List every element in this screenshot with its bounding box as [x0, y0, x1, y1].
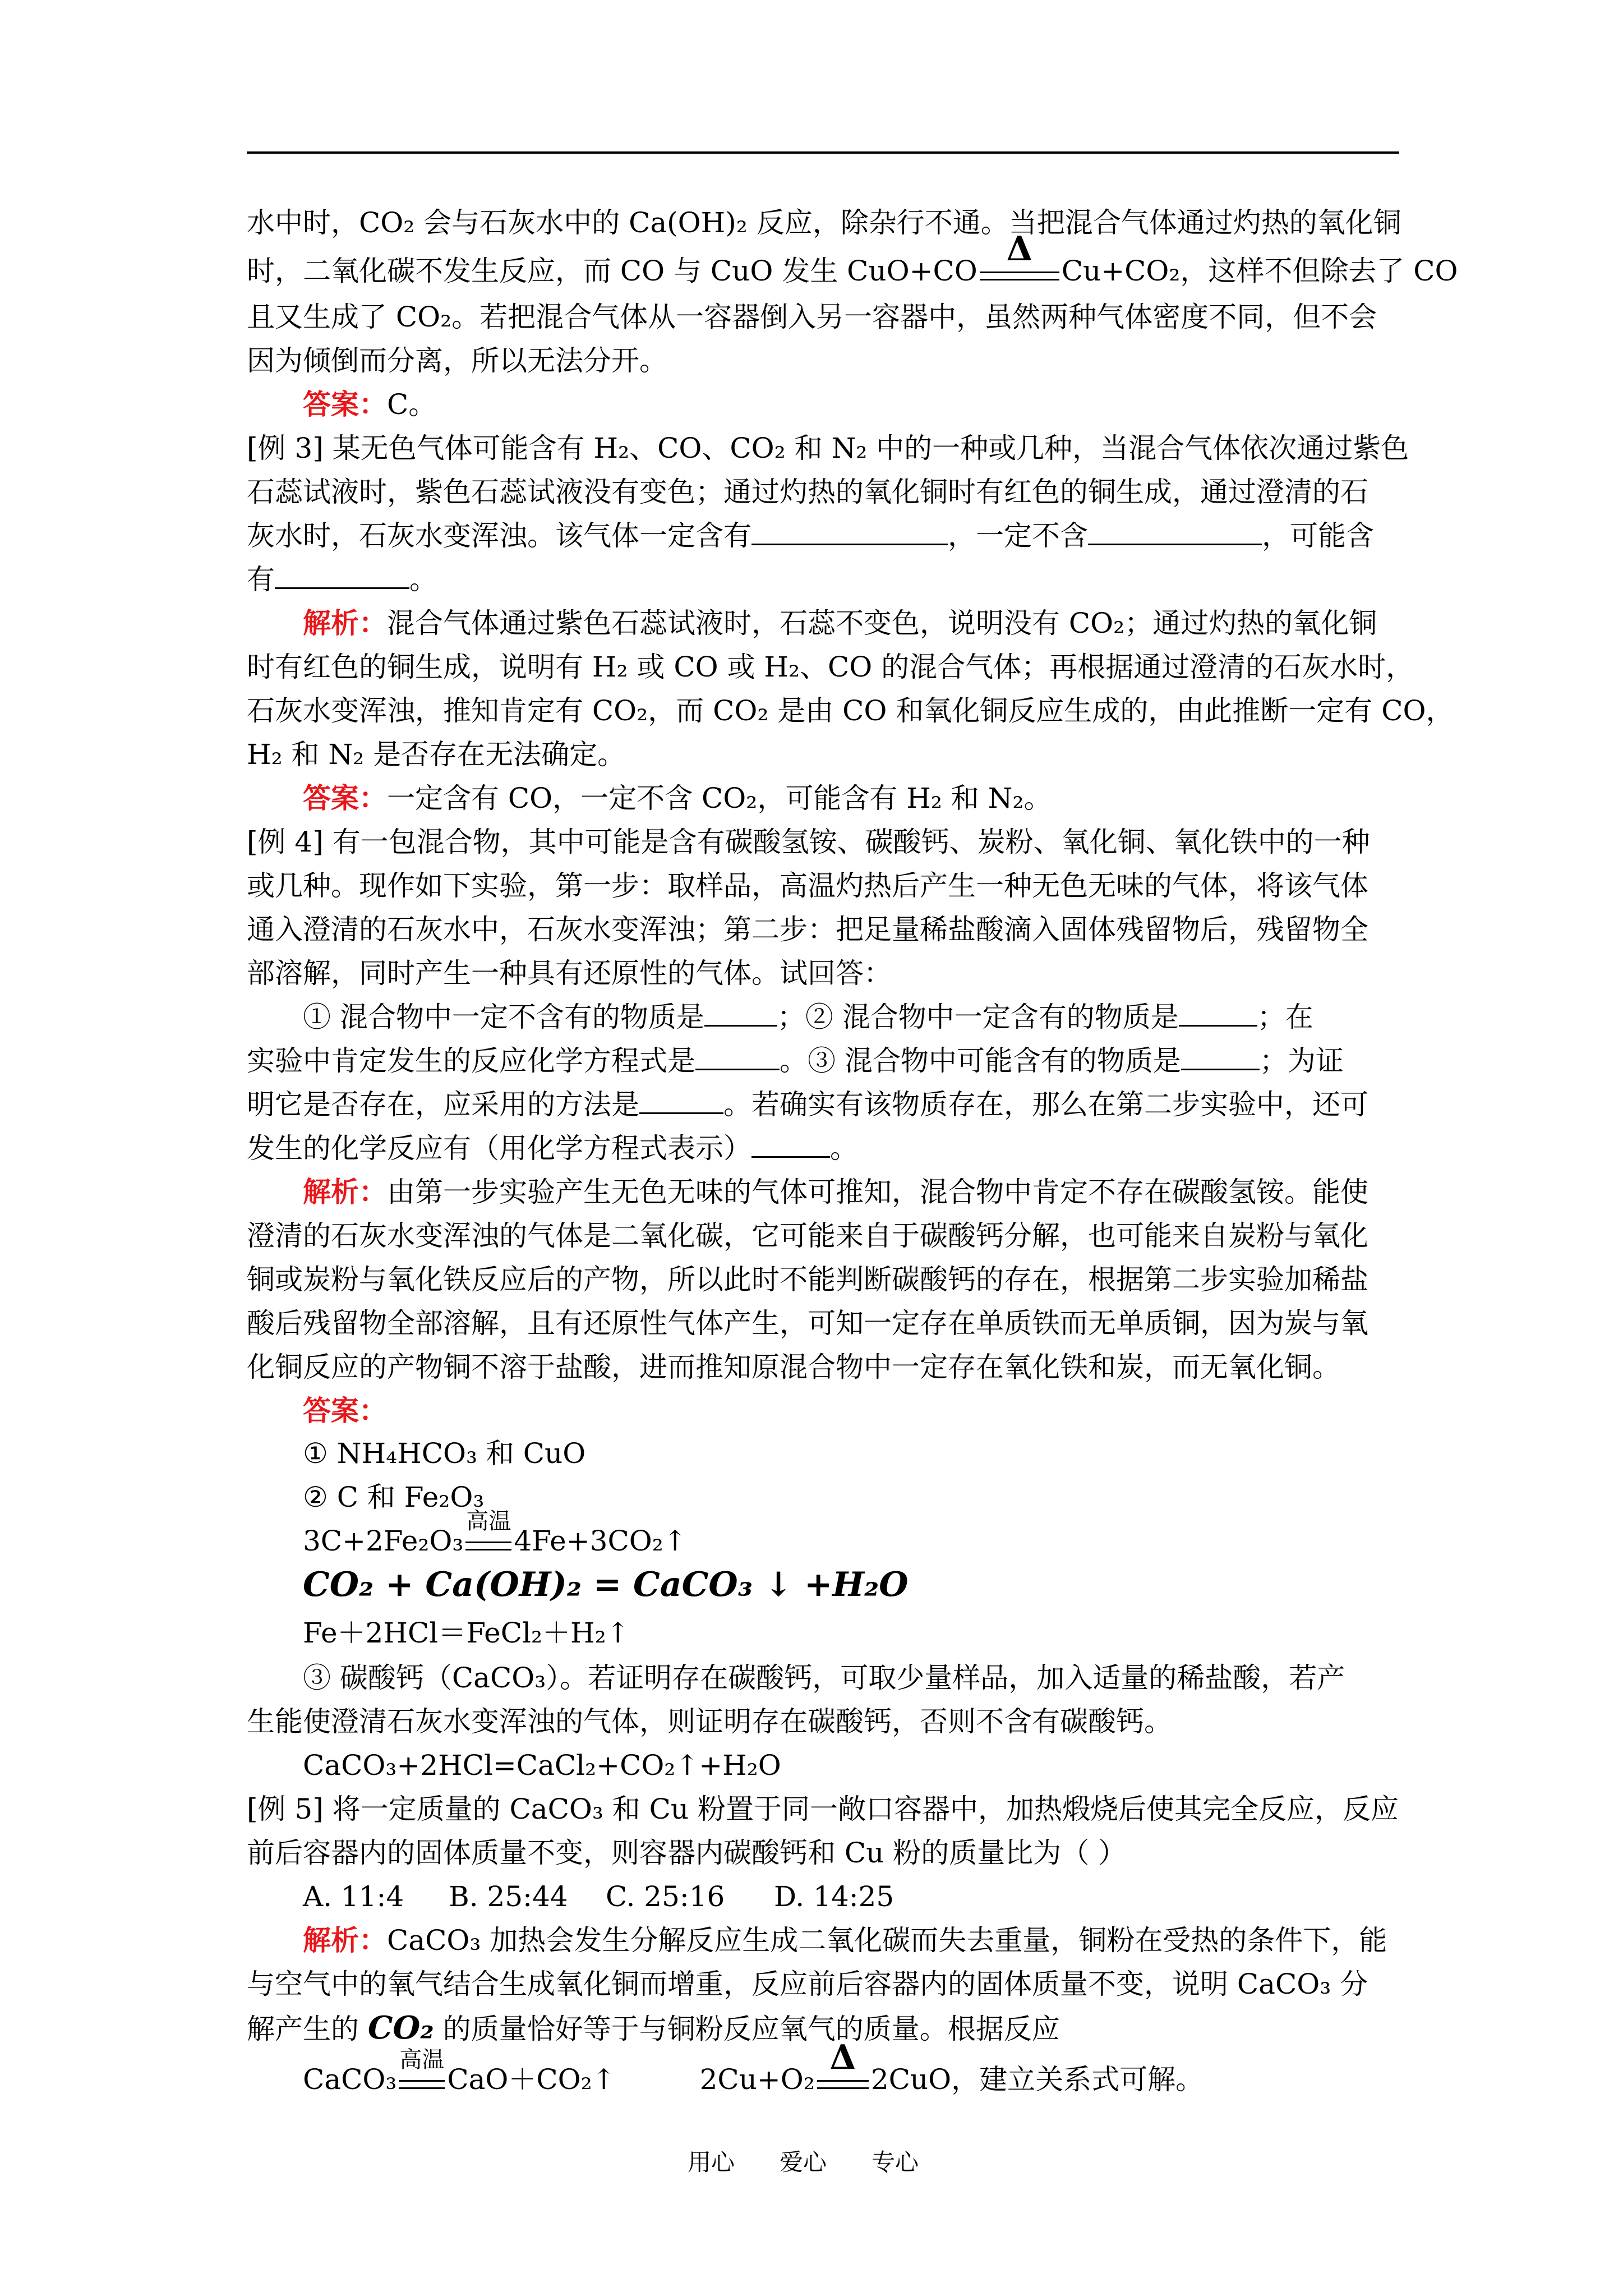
text-span: 4Fe+3CO₂↑ [514, 1525, 687, 1557]
equation-line: CO₂ + Ca(OH)₂ = CaCO₃ ↓ +H₂O [303, 1565, 909, 1604]
text-line: 石灰水变浑浊，推知肯定有 CO₂，而 CO₂ 是由 CO 和氧化铜反应生成的，由此推断一定有 CO， [247, 694, 1454, 727]
text-span: 的质量恰好等于与铜粉反应氧气的质量。根据反应 [434, 2013, 1060, 2045]
text-line: 部溶解，同时产生一种具有还原性的气体。试回答： [247, 957, 892, 990]
text-span: 2CuO，建立关系式可解。 [870, 2063, 1204, 2096]
text-line: 石蕊试液时，紫色石蕊试液没有变色；通过灼热的氧化铜时有红色的铜生成，通过澄清的石 [247, 476, 1368, 508]
text-line: 通入澄清的石灰水中，石灰水变浑浊；第二步：把足量稀盐酸滴入固体残留物后，残留物全 [247, 913, 1368, 946]
text-span: 明它是否存在，应采用的方法是 [247, 1088, 639, 1121]
text-line [247, 1085, 1402, 1124]
text-line: 化铜反应的产物铜不溶于盐酸，进而推知原混合物中一定存在氧化铁和炭，而无氧化铜。 [247, 1351, 1340, 1383]
reaction-condition [463, 1508, 514, 1556]
text-span: ，可能含 [1262, 519, 1374, 552]
options-line [303, 1877, 1458, 1916]
text-line: 时有红色的铜生成，说明有 H₂ 或 CO 或 H₂、CO 的混合气体；再根据通过澄清的石灰水时， [247, 651, 1414, 683]
text-span: CaCO₃ 加热会发生分解反应生成二氧化碳而失去重量，铜粉在受热的条件下，能 [387, 1924, 1387, 1957]
reaction-condition [815, 2038, 871, 2095]
text-span: CaO＋CO₂↑ [447, 2063, 616, 2096]
text-line: H₂ 和 N₂ 是否存在无法确定。 [247, 738, 626, 771]
text-span: ，一定不含 [948, 519, 1088, 552]
option-d[interactable]: D. 14:25 [774, 1880, 895, 1913]
condition-label: 高温 [399, 2047, 445, 2073]
reaction-condition [978, 229, 1062, 286]
text-span: Cu+CO₂，这样不但除去了 CO [1061, 255, 1458, 287]
option-c[interactable]: C. 25:16 [606, 1880, 725, 1913]
example-3: [例 3] 某无色气体可能含有 H₂、CO、CO₂ 和 N₂ 中的一种或几种，当混合气体依次通过紫色 [247, 432, 1409, 464]
text-line: 因为倾倒而分离，所以无法分开。 [247, 344, 667, 377]
text-line [247, 229, 1458, 291]
answer-line [303, 385, 1458, 424]
analysis-line [303, 1921, 1458, 1960]
answer-text: 一定含有 CO，一定不含 CO₂，可能含有 H₂ 和 N₂。 [387, 782, 1052, 815]
equation-line [303, 1508, 1458, 1561]
answer-label: 答案： [303, 1394, 387, 1427]
text-line: 或几种。现作如下实验，第一步：取样品，高温灼热后产生一种无色无味的气体，将该气体 [247, 869, 1368, 902]
text-span: 。 [409, 563, 437, 596]
text-span: 灰水时，石灰水变浑浊。该气体一定含有 [247, 519, 751, 552]
text-line: 且又生成了 CO₂。若把混合气体从一容器倒入另一容器中，虽然两种气体密度不同，但不会 [247, 301, 1377, 333]
condition-label: 高温 [466, 1508, 511, 1534]
footer-word: 爱心 [780, 2148, 827, 2176]
text-span: 。③ 混合物中可能含有的物质是 [780, 1045, 1181, 1077]
header-rule [247, 151, 1399, 154]
equals-bar [817, 2080, 869, 2089]
answer-blank[interactable] [695, 1043, 780, 1070]
option-b[interactable]: B. 25:44 [449, 1880, 568, 1913]
text-span: 由第一步实验产生无色无味的气体可推知，混合物中肯定不存在碳酸氢铵。能使 [387, 1176, 1368, 1208]
text-span: 实验中肯定发生的反应化学方程式是 [247, 1045, 695, 1077]
answer-heading [303, 1391, 1458, 1430]
page-footer [688, 2148, 963, 2177]
text-line: 澄清的石灰水变浑浊的气体是二氧化碳，它可能来自于碳酸钙分解，也可能来自炭粉与氧化 [247, 1220, 1368, 1252]
text-line: 前后容器内的固体质量不变，则容器内碳酸钙和 Cu 粉的质量比为（ ） [247, 1837, 1127, 1869]
text-span: 混合气体通过紫色石蕊试液时，石蕊不变色，说明没有 CO₂；通过灼热的氧化铜 [387, 607, 1377, 639]
heat-symbol: Δ [829, 2038, 856, 2077]
option-a[interactable]: A. 11:4 [303, 1880, 404, 1913]
example-4: [例 4] 有一包混合物，其中可能是含有碳酸氢铵、碳酸钙、炭粉、氧化铜、氧化铁中的一种 [247, 826, 1370, 858]
answer-text: C。 [387, 388, 437, 421]
question-line [303, 997, 1458, 1037]
answer-label: 答案： [303, 781, 387, 815]
equation-line: Fe＋2HCl＝FeCl₂＋H₂↑ [303, 1617, 630, 1649]
equals-bar [980, 272, 1059, 280]
reaction-condition [396, 2047, 447, 2095]
text-span: 3C+2Fe₂O₃ [303, 1525, 464, 1557]
answer-blank[interactable] [1181, 1043, 1260, 1070]
answer-blank[interactable] [1179, 999, 1257, 1027]
answer-blank[interactable] [751, 1130, 830, 1158]
text-line: 酸后残留物全部溶解，且有还原性气体产生，可知一定存在单质铁而无单质铜，因为炭与氧 [247, 1307, 1368, 1340]
text-span: 有 [247, 563, 275, 596]
analysis-label: 解析： [303, 1175, 387, 1208]
answer-blank[interactable] [751, 518, 948, 545]
text-span: ① 混合物中一定不含有的物质是 [303, 1001, 704, 1033]
text-span: 。 [830, 1132, 858, 1165]
text-span: 时，二氧化碳不发生反应，而 CO 与 CuO 发生 CuO+CO [247, 255, 978, 287]
text-line: 生能使澄清石灰水变浑浊的气体，则证明存在碳酸钙，否则不含有碳酸钙。 [247, 1705, 1172, 1738]
answer-line [303, 779, 1458, 818]
text-span: ；在 [1257, 1001, 1313, 1033]
heat-symbol: Δ [1006, 229, 1033, 269]
text-span: 。若确实有该物质存在，那么在第二步实验中，还可 [723, 1088, 1368, 1121]
text-span: 发生的化学反应有（用化学方程式表示） [247, 1132, 751, 1165]
footer-word: 专心 [872, 2148, 919, 2176]
answer-blank[interactable] [1088, 518, 1262, 545]
answer-label: 答案： [303, 388, 387, 421]
analysis-label: 解析： [303, 606, 387, 639]
text-span: ；② 混合物中一定含有的物质是 [777, 1001, 1179, 1033]
text-line: 铜或炭粉与氧化铁反应后的产物，所以此时不能判断碳酸钙的存在，根据第二步实验加稀盐 [247, 1263, 1368, 1296]
text-line [247, 1041, 1402, 1080]
text-line [247, 560, 1402, 599]
equation-line: CaCO₃+2HCl=CaCl₂+CO₂↑+H₂O [303, 1749, 781, 1782]
text-line [247, 516, 1402, 555]
text-span: CaCO₃ [303, 2063, 397, 2096]
example-5: [例 5] 将一定质量的 CaCO₃ 和 Cu 粉置于同一敞口容器中，加热煅烧后使其完全反应，反应 [247, 1793, 1399, 1825]
formula-co2: CO₂ [367, 2009, 434, 2046]
answer-item: ③ 碳酸钙（CaCO₃）。若证明存在碳酸钙，可取少量样品，加入适量的稀盐酸，若产 [303, 1662, 1345, 1694]
answer-item: ② C 和 Fe₂O₃ [303, 1481, 485, 1513]
equals-bar [465, 1542, 511, 1550]
text-line [247, 1129, 1402, 1168]
equation-line [303, 2038, 1458, 2099]
text-span: ；为证 [1259, 1045, 1344, 1077]
answer-blank[interactable] [639, 1087, 723, 1114]
analysis-line [303, 1172, 1458, 1212]
text-line: 水中时，CO₂ 会与石灰水中的 Ca(OH)₂ 反应，除杂行不通。当把混合气体通过灼热的氧化铜 [247, 206, 1401, 239]
text-line: 与空气中的氧气结合生成氧化铜而增重，反应前后容器内的固体质量不变，说明 CaCO₃ 分 [247, 1968, 1368, 2000]
analysis-line [303, 604, 1458, 643]
equals-bar [399, 2080, 445, 2089]
text-span: 解产生的 [247, 2013, 368, 2045]
text-span: 2Cu+O₂ [699, 2063, 815, 2096]
footer-word: 用心 [688, 2148, 735, 2176]
answer-blank[interactable] [275, 562, 409, 589]
analysis-label: 解析： [303, 1924, 387, 1957]
answer-item: ① NH₄HCO₃ 和 CuO [303, 1437, 586, 1470]
answer-blank[interactable] [704, 999, 777, 1027]
